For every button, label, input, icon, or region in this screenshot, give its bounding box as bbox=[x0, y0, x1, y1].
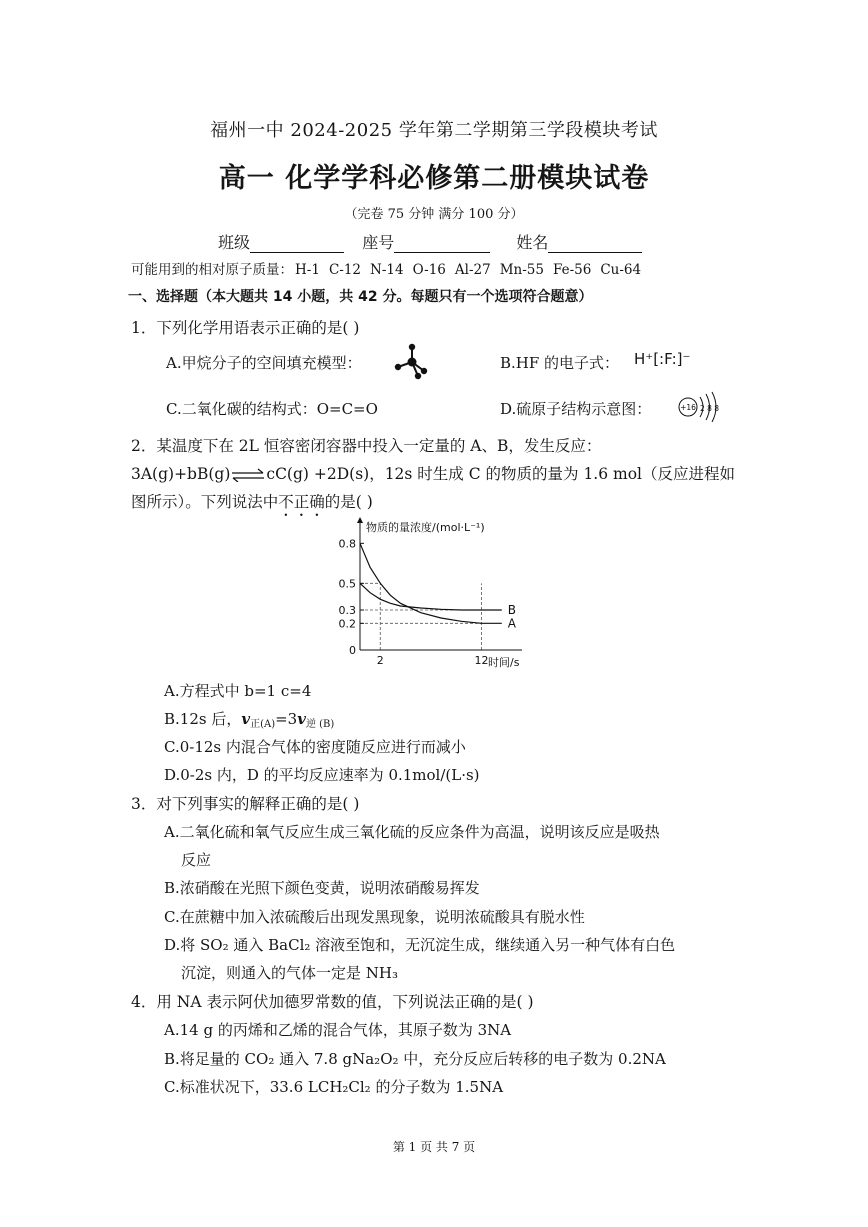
y-tick-label: 0.3 bbox=[338, 604, 356, 617]
q2-option-a: A.方程式中 b=1 c=4 bbox=[164, 682, 312, 700]
sulfur-atom-diagram bbox=[676, 389, 724, 423]
q1-option-d: D.硫原子结构示意图： bbox=[500, 400, 652, 418]
series-label-B: B bbox=[507, 603, 516, 617]
page-footer: 第 1 页 共 7 页 bbox=[392, 1140, 476, 1154]
hf-electron-formula: H⁺[:F:]⁻ bbox=[634, 350, 691, 368]
seat-label: 座号 bbox=[362, 233, 395, 252]
x-tick-label: 2 bbox=[376, 654, 384, 667]
q2-option-b bbox=[164, 708, 334, 730]
y-axis-label: 物质的量浓度/(mol·L⁻¹) bbox=[366, 521, 485, 534]
q2-option-d: D.0-2s 内，D 的平均反应速率为 0.1mol/(L·s) bbox=[164, 766, 480, 784]
equilibrium-arrow-icon bbox=[230, 468, 266, 482]
q2-equation-right: cC(g) +2D(s)，12s 时生成 C 的物质的量为 1.6 mol（反应进程如 bbox=[266, 465, 736, 483]
q3-option-a-line2: 反应 bbox=[181, 851, 212, 869]
mass-item: C-12 bbox=[328, 262, 362, 278]
name-field[interactable] bbox=[548, 236, 642, 253]
class-label: 班级 bbox=[218, 233, 251, 252]
mass-item: N-14 bbox=[370, 262, 404, 278]
q2-line3-b: 的是( ) bbox=[324, 493, 373, 511]
x-axis-label: 时间/s bbox=[488, 656, 520, 669]
q1-option-a: A.甲烷分子的空间填充模型： bbox=[166, 354, 362, 372]
name-label: 姓名 bbox=[516, 233, 549, 252]
q4-option-a: A.14 g 的丙烯和乙烯的混合气体，其原子数为 3NA bbox=[164, 1021, 512, 1039]
q4-option-b: B.将足量的 CO₂ 通入 7.8 gNa₂O₂ 中，充分反应后转移的电子数为 0.2NA bbox=[164, 1050, 666, 1068]
q2-emphasis-text: 不正确 bbox=[278, 493, 325, 511]
seat-field[interactable] bbox=[394, 236, 490, 253]
q3-option-d-line2: 沉淀，则通入的气体一定是 NH₃ bbox=[181, 964, 398, 982]
q2-equation-left: 3A(g)+bB(g) bbox=[131, 465, 231, 483]
sulfur-shells-label: 2 8 8 bbox=[700, 404, 720, 413]
student-info-row bbox=[218, 230, 642, 253]
concentration-time-chart bbox=[330, 514, 530, 674]
series-line-B bbox=[360, 583, 502, 610]
q2-option-c: C.0-12s 内混合气体的密度随反应进行而减小 bbox=[164, 738, 466, 756]
methane-model-icon bbox=[392, 342, 432, 380]
q2-line-2 bbox=[131, 462, 735, 484]
mass-item: Cu-64 bbox=[600, 262, 642, 278]
series-line-A bbox=[360, 543, 502, 623]
mass-item: Al-27 bbox=[454, 262, 491, 278]
class-field[interactable] bbox=[250, 236, 344, 253]
velocity-subscript: 正(A) bbox=[250, 719, 276, 730]
q1-option-c: C.二氧化碳的结构式：O=C=O bbox=[166, 400, 378, 418]
atomic-mass-line bbox=[131, 258, 650, 278]
velocity-subscript: 逆 (B) bbox=[305, 719, 335, 730]
y-tick-label: 0.5 bbox=[338, 577, 356, 591]
mass-item: Mn-55 bbox=[499, 262, 544, 278]
mass-item: Fe-56 bbox=[552, 262, 592, 278]
q1-option-b: B.HF 的电子式： bbox=[500, 354, 620, 372]
time-info: （完卷 75 分钟 满分 100 分） bbox=[344, 207, 524, 222]
velocity-symbol: v bbox=[241, 710, 251, 728]
q3-option-b: B.浓硝酸在光照下颜色变黄，说明浓硝酸易挥发 bbox=[164, 879, 480, 897]
q3-option-c: C.在蔗糖中加入浓硫酸后出现发黑现象，说明浓硫酸具有脱水性 bbox=[164, 908, 585, 926]
q3-stem: 3．对下列事实的解释正确的是( ) bbox=[131, 795, 360, 813]
q4-option-c: C.标准状况下，33.6 LCH₂Cl₂ 的分子数为 1.5NA bbox=[164, 1078, 504, 1096]
q2-option-b-text: B.12s 后， bbox=[164, 710, 242, 728]
section-title: 一、选择题（本大题共 14 小题，共 42 分。每题只有一个选项符合题意） bbox=[128, 289, 593, 305]
q3-option-a-line1: A.二氧化硫和氧气反应生成三氧化硫的反应条件为高温，说明该反应是吸热 bbox=[164, 823, 660, 841]
sulfur-nucleus-label: +16 bbox=[680, 403, 696, 412]
y-tick-label: 0 bbox=[349, 644, 356, 657]
atomic-mass-label: 可能用到的相对原子质量： bbox=[131, 262, 293, 278]
q2-option-b-mid: =3 bbox=[275, 710, 298, 728]
paper-title: 高一 化学学科必修第二册模块试卷 bbox=[218, 163, 650, 194]
q1-stem: 1．下列化学用语表示正确的是( ) bbox=[131, 319, 360, 337]
q2-line-1: 2．某温度下在 2L 恒容密闭容器中投入一定量的 A、B，发生反应： bbox=[131, 437, 602, 455]
q3-option-d-line1: D.将 SO₂ 通入 BaCl₂ 溶液至饱和，无沉淀生成，继续通入另一种气体有白色 bbox=[164, 936, 676, 954]
series-label-A: A bbox=[507, 616, 516, 631]
y-tick-label: 0.2 bbox=[338, 617, 356, 631]
mass-item: H-1 bbox=[295, 262, 320, 278]
x-tick-label: 12 bbox=[474, 654, 489, 667]
velocity-symbol: v bbox=[297, 710, 306, 728]
q2-line3-a: 图所示）。下列说法中 bbox=[131, 493, 279, 511]
y-tick-label: 0.8 bbox=[338, 537, 356, 551]
school-exam-title: 福州一中 2024-2025 学年第二学期第三学段模块考试 bbox=[210, 120, 658, 141]
q4-stem: 4．用 NA 表示阿伏加德罗常数的值，下列说法正确的是( ) bbox=[131, 993, 534, 1011]
mass-item: O-16 bbox=[412, 262, 446, 278]
